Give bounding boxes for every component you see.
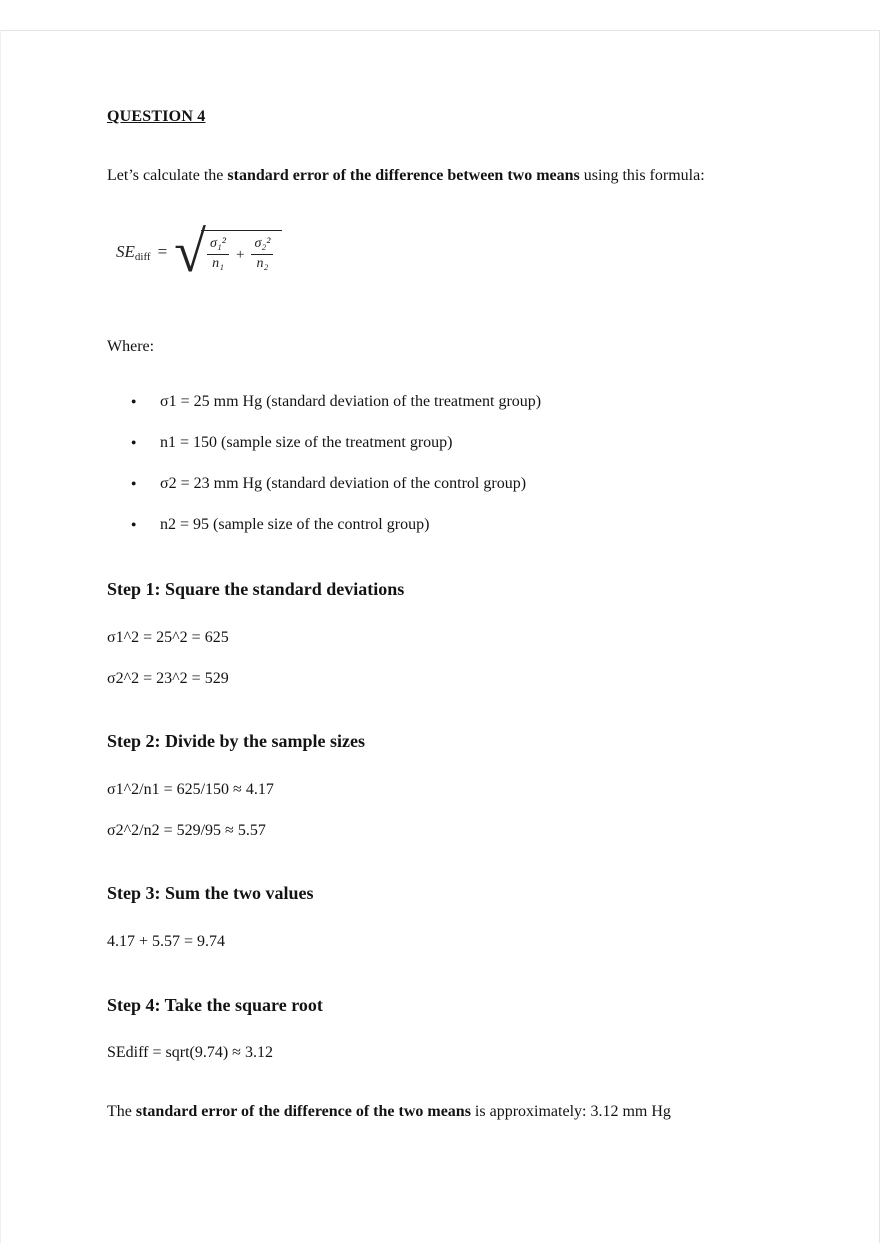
- bullet-icon: ●: [131, 396, 137, 406]
- step-3-line-1: 4.17 + 5.57 = 9.74: [107, 933, 226, 950]
- conclusion-suffix: is approximately: 3.12 mm Hg: [470, 1103, 671, 1120]
- radical-icon: √: [174, 219, 207, 284]
- bullet-icon: ●: [131, 519, 137, 529]
- formula-plus: +: [235, 246, 245, 263]
- bullet-text: σ1 = 25 mm Hg (standard deviation of the treatment group): [160, 393, 542, 410]
- list-item: [131, 392, 771, 412]
- step-1-line-1: σ1^2 = 25^2 = 625: [107, 629, 229, 646]
- intro-text-suffix: using this formula:: [579, 167, 705, 184]
- formula-fraction-2: [251, 237, 273, 271]
- fraction-2-denominator: n₂: [256, 255, 269, 271]
- intro-paragraph: [107, 166, 787, 186]
- conclusion-bold: standard error of the difference of the two means: [135, 1103, 471, 1120]
- step-4-heading: Step 4: Take the square root: [107, 995, 323, 1015]
- formula-fraction-1: [207, 237, 229, 271]
- conclusion-paragraph: [107, 1102, 787, 1122]
- se-formula: [116, 219, 282, 284]
- fraction-1-numerator: σ₁²: [207, 237, 229, 255]
- list-item: [131, 474, 771, 494]
- step-2-line-1: σ1^2/n1 = 625/150 ≈ 4.17: [107, 781, 274, 798]
- step-4-line-1: SEdiff = sqrt(9.74) ≈ 3.12: [107, 1044, 273, 1061]
- list-item: [131, 433, 771, 453]
- list-item: [131, 515, 771, 535]
- step-2-line-2: σ2^2/n2 = 529/95 ≈ 5.57: [107, 822, 266, 839]
- intro-text-bold: standard error of the difference between two means: [227, 167, 580, 184]
- bullet-text: σ2 = 23 mm Hg (standard deviation of the control group): [160, 475, 527, 492]
- bullet-icon: ●: [131, 478, 137, 488]
- bullet-icon: ●: [131, 437, 137, 447]
- bullet-text: n2 = 95 (sample size of the control group): [160, 516, 430, 533]
- step-2-heading: Step 2: Divide by the sample sizes: [107, 731, 365, 751]
- step-1-heading: Step 1: Square the standard deviations: [107, 579, 405, 599]
- step-3-heading: Step 3: Sum the two values: [107, 883, 314, 903]
- conclusion-prefix: The: [107, 1103, 136, 1120]
- formula-equals: =: [157, 241, 168, 261]
- step-1-line-2: σ2^2 = 23^2 = 529: [107, 670, 229, 687]
- intro-text-prefix: Let’s calculate the: [107, 167, 228, 184]
- formula-lhs: SE: [116, 241, 135, 261]
- fraction-1-denominator: n₁: [212, 255, 224, 271]
- where-label: Where:: [107, 338, 155, 355]
- formula-lhs-subscript: diff: [134, 250, 151, 263]
- bullet-text: n1 = 150 (sample size of the treatment group): [160, 434, 453, 451]
- page-title: QUESTION 4: [107, 108, 206, 125]
- formula-square-root: [174, 219, 282, 284]
- bullet-list: [131, 392, 771, 535]
- fraction-2-numerator: σ₂²: [251, 237, 273, 255]
